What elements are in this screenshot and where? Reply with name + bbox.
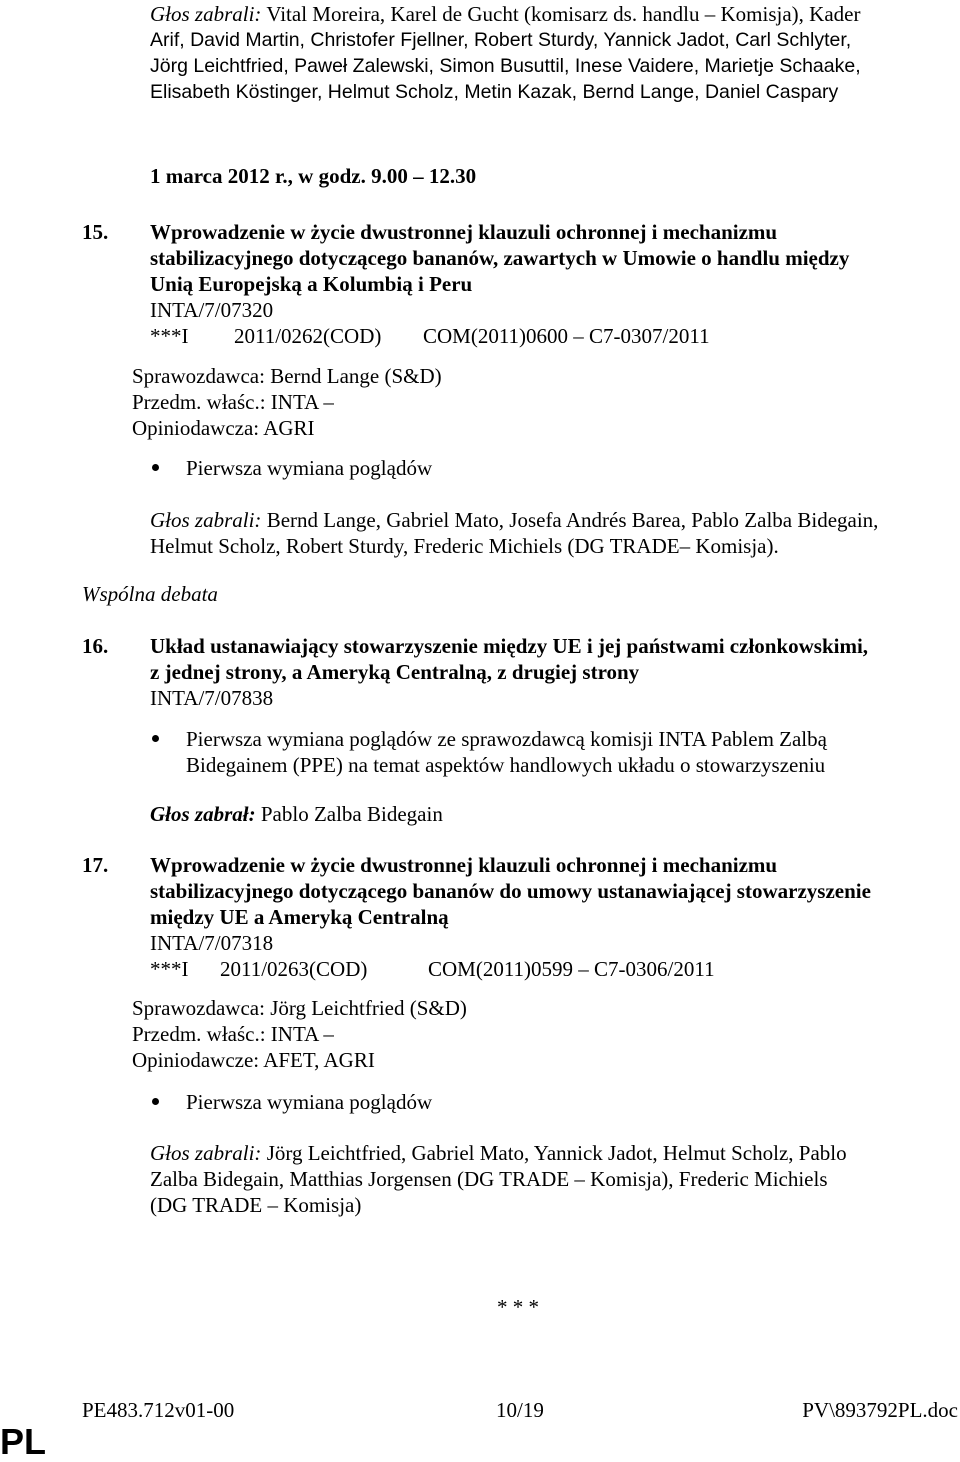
item-17-procedure [150,956,715,982]
top-speakers-line-4: Elisabeth Köstinger, Helmut Scholz, Metin Kazak, Bernd Lange, Daniel Caspary [150,81,839,103]
item-15-title-3: Unią Europejską a Kolumbią i Peru [150,272,473,296]
item-17-speakers-line-3: (DG TRADE – Komisja) [150,1193,362,1217]
item-16-bullet-line-2: Bidegainem (PPE) na temat aspektów handlowych układu o stowarzyszeniu [186,753,826,777]
item-16-number: 16. [82,634,109,658]
item-15-committee: Przedm. właśc.: INTA – [132,390,334,414]
item-16-title-1: Układ ustanawiający stowarzyszenie między UE i jej państwami członkowskimi, [150,634,869,658]
footer-page-number: 10/19 [496,1398,544,1422]
top-speakers-text: Vital Moreira, Karel de Gucht (komisarz ds. handlu – Komisja), Kader [266,2,861,26]
item-17-number: 17. [82,853,109,877]
bullet-icon [152,735,159,742]
bullet-icon [152,464,159,471]
footer-language-code: PL [0,1421,47,1462]
item-15-ref: INTA/7/07320 [150,298,274,322]
item-17-title-3: między UE a Ameryką Centralną [150,905,449,929]
session-date: 1 marca 2012 r., w godz. 9.00 – 12.30 [150,164,477,188]
item-17-speakers-line-2: Zalba Bidegain, Matthias Jorgensen (DG TRADE – Komisja), Frederic Michiels [150,1167,828,1191]
item-15-title-2: stabilizacyjnego dotyczącego bananów, zawartych w Umowie o handlu między [150,246,850,270]
item-17-committee: Przedm. właśc.: INTA – [132,1022,334,1046]
item-15-procedure [150,323,710,349]
item-16-bullet-line-1: Pierwsza wymiana poglądów ze sprawozdawcą komisji INTA Pablem Zalbą [186,727,827,751]
joint-debate-heading: Wspólna debata [82,582,218,606]
item-15-bullet-text: Pierwsza wymiana poglądów [186,456,433,480]
procedure-code: 2011/0262(COD) [234,324,382,348]
footer-file-name: PV\893792PL.doc [802,1398,958,1422]
item-15-speakers-line-2: Helmut Scholz, Robert Sturdy, Frederic Michiels (DG TRADE– Komisja). [150,534,779,558]
item-17-speakers-line-1 [150,1140,847,1166]
procedure-documents: COM(2011)0599 – C7-0306/2011 [428,957,715,981]
item-17-title-1: Wprowadzenie w życie dwustronnej klauzuli ochronnej i mechanizmu [150,853,778,877]
top-speakers-line-1 [150,1,860,27]
top-speakers-line-2: Arif, David Martin, Christofer Fjellner, Robert Sturdy, Yannick Jadot, Carl Schlyter, [150,29,852,51]
item-17-rapporteur: Sprawozdawca: Jörg Leichtfried (S&D) [132,996,467,1020]
procedure-stage: ***I [150,324,189,348]
item-17-ref: INTA/7/07318 [150,931,274,955]
item-15-speakers-text: Bernd Lange, Gabriel Mato, Josefa Andrés Barea, Pablo Zalba Bidegain, [266,508,879,532]
procedure-documents: COM(2011)0600 – C7-0307/2011 [423,324,710,348]
top-speakers-line-3: Jörg Leichtfried, Paweł Zalewski, Simon Busuttil, Inese Vaidere, Marietje Schaake, [150,55,861,77]
item-17-speakers-label: Głos zabrali: [150,1141,262,1165]
item-16-ref: INTA/7/07838 [150,686,274,710]
item-15-rapporteur: Sprawozdawca: Bernd Lange (S&D) [132,364,442,388]
item-15-title-1: Wprowadzenie w życie dwustronnej klauzuli ochronnej i mechanizmu [150,220,778,244]
item-15-speakers-line-1 [150,507,878,533]
item-17-title-2: stabilizacyjnego dotyczącego bananów do umowy ustanawiającej stowarzyszenie [150,879,871,903]
item-15-speakers-label: Głos zabrali: [150,508,262,532]
procedure-stage: ***I [150,957,189,981]
item-15-opinion: Opiniodawcza: AGRI [132,416,315,440]
section-separator: * * * [497,1295,539,1319]
item-16-speakers [150,801,443,827]
top-speakers-label: Głos zabrali: [150,2,262,26]
procedure-code: 2011/0263(COD) [220,957,368,981]
item-17-bullet-text: Pierwsza wymiana poglądów [186,1090,433,1114]
item-16-speakers-text: Pablo Zalba Bidegain [260,802,443,826]
item-17-opinion: Opiniodawcze: AFET, AGRI [132,1048,375,1072]
item-16-speakers-label: Głos zabrał: [150,802,256,826]
item-15-number: 15. [82,220,109,244]
item-16-title-2: z jednej strony, a Ameryką Centralną, z drugiej strony [150,660,640,684]
bullet-icon [152,1098,159,1105]
item-17-speakers-text: Jörg Leichtfried, Gabriel Mato, Yannick Jadot, Helmut Scholz, Pablo [266,1141,847,1165]
footer-doc-id: PE483.712v01-00 [82,1398,235,1422]
